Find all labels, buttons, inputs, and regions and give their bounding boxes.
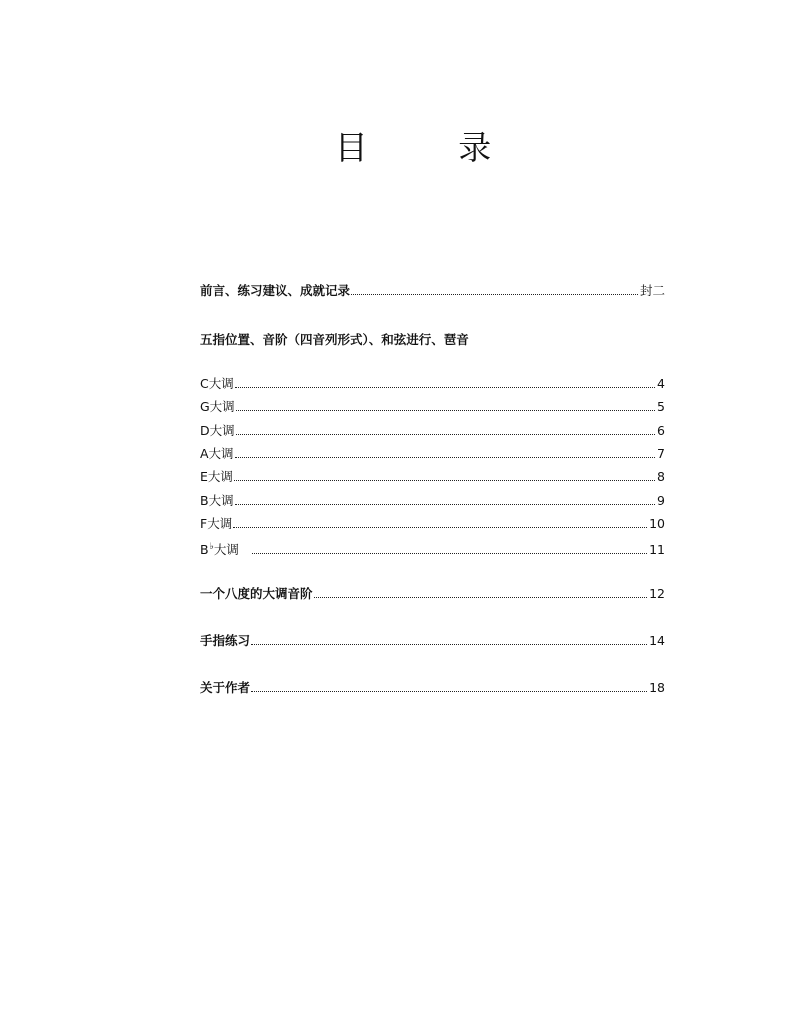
toc-entry-f-major[interactable] [200, 516, 665, 532]
dot-leader [236, 433, 655, 435]
dot-leader [251, 643, 647, 645]
toc-entry-label: G大调 [200, 399, 235, 414]
toc-entry-label [200, 539, 239, 558]
dot-leader [235, 386, 655, 388]
toc-entry-page: 14 [649, 633, 665, 648]
key-suffix: 大调 [213, 542, 239, 558]
toc-entry-label: E大调 [200, 469, 233, 484]
toc-entry-page: 6 [657, 423, 665, 438]
toc-entry-about-author[interactable] [200, 680, 665, 696]
toc-entry-label: 关于作者 [200, 680, 251, 695]
toc-entry-label: A大调 [200, 446, 234, 461]
toc-entry-preface[interactable] [200, 283, 665, 299]
key-letter: B [200, 542, 209, 558]
toc-entry-page: 9 [657, 493, 665, 508]
toc-entry-page: 11 [649, 542, 665, 558]
dot-leader [234, 479, 655, 481]
toc-entry-label: B大调 [200, 493, 234, 508]
toc-entry-label: 前言、练习建议、成就记录 [200, 283, 351, 298]
toc-entry-label: D大调 [200, 423, 235, 438]
toc-entry-page: 12 [649, 586, 665, 601]
dot-leader [235, 456, 655, 458]
toc-entry-one-octave-scales[interactable] [200, 586, 665, 602]
toc-entry-page: 18 [649, 680, 665, 695]
toc-entry-b-flat-major[interactable] [200, 539, 665, 558]
flat-sign: ♭ [209, 542, 214, 552]
toc-entry-c-major[interactable] [200, 376, 665, 392]
toc-entry-d-major[interactable] [200, 423, 665, 439]
toc-entry-page: 5 [657, 399, 665, 414]
toc-entry-page: 8 [657, 469, 665, 484]
dot-leader [252, 552, 647, 554]
dot-leader [233, 526, 647, 528]
toc-entry-a-major[interactable] [200, 446, 665, 462]
toc-entry-page: 4 [657, 376, 665, 391]
toc-entry-b-major[interactable] [200, 493, 665, 509]
toc-entry-e-major[interactable] [200, 469, 665, 485]
toc-entry-g-major[interactable] [200, 399, 665, 415]
toc-entry-label: C大调 [200, 376, 234, 391]
dot-leader [235, 503, 655, 505]
toc-entry-page: 7 [657, 446, 665, 461]
dot-leader [314, 596, 648, 598]
dot-leader [351, 293, 638, 295]
section-heading: 五指位置、音阶（四音列形式）、和弦进行、琶音 [200, 332, 469, 347]
toc-entry-finger-exercises[interactable] [200, 633, 665, 649]
toc-entry-label: F大调 [200, 516, 233, 531]
page-title: 目 录 [334, 128, 532, 167]
toc-entry-page: 10 [649, 516, 665, 531]
dot-leader [251, 690, 647, 692]
toc-entry-page: 封二 [639, 283, 665, 298]
toc-entry-label: 一个八度的大调音阶 [200, 586, 313, 601]
dot-leader [236, 409, 655, 411]
toc-entry-label: 手指练习 [200, 633, 251, 648]
